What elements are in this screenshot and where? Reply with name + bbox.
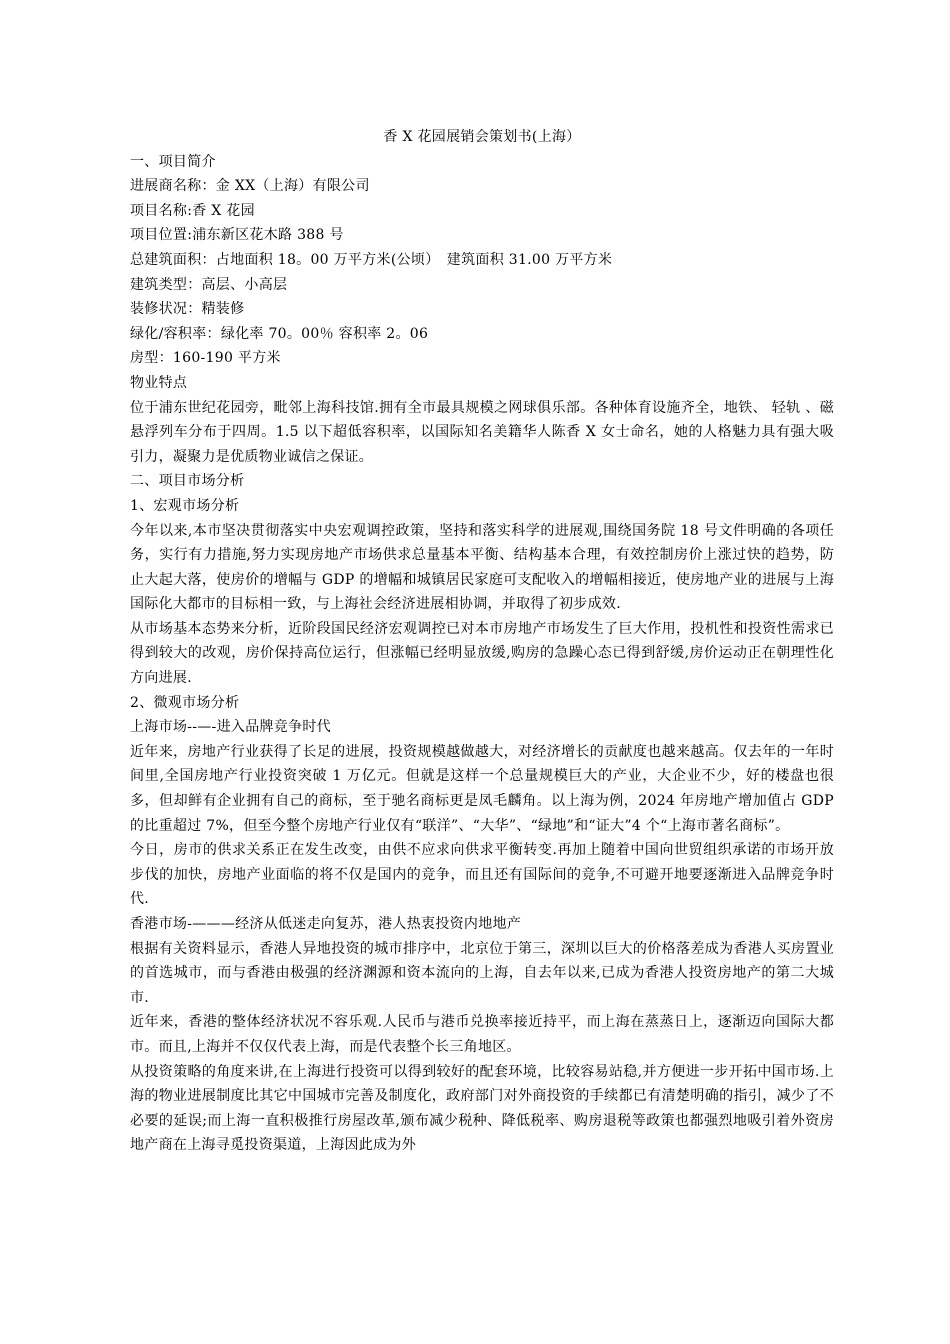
total-area-line: 总建筑面积：占地面积 18。00 万平方米(公顷） 建筑面积 31.00 万平方米: [130, 251, 613, 268]
shanghai-paragraph-1: 近年来，房地产行业获得了长足的进展，投资规模越做越大，对经济增长的贡献度也越来越高。仅去年的一年时间里,全国房地产行业投资突破 1 万亿元。但就是这样一个总量规模巨大的产业，大企业不少，好的楼盘也很多，但却鲜有企业拥有自己的商标，至于驰名商标更是凤毛麟角。以上海为例，2024 年房地产增加值占 GDP 的比重超过 7%，但至今整个房地产行业仅有“联洋”、“大华”、“绿地”和“证大”4 个“上海市著名商标”。: [130, 743, 834, 834]
hongkong-paragraph-3: 从投资策略的角度来讲,在上海进行投资可以得到较好的配套环境，比较容易站稳,并方便进一步开拓中国市场.上海的物业进展制度比其它中国城市完善及制度化，政府部门对外商投资的手续都已有清楚明确的指引，减少了不必要的延误;而上海一直积极推行房屋改革,颁布减少税种、降低税率、购房退税等政策也都强烈地吸引着外资房地产商在上海寻觅投资渠道，上海因此成为外: [130, 1063, 834, 1154]
hongkong-market-heading: 香港市场-———经济从低迷走向复苏，港人热衷投资内地地产: [130, 916, 522, 932]
developer-line: 进展商名称：金 XX（上海）有限公司: [130, 178, 370, 195]
feature-paragraph: 位于浦东世纪花园旁，毗邻上海科技馆.拥有全市最具规模之网球俱乐部。各种体育设施齐全，地铁、 轻轨 、磁悬浮列车分布于四周。1.5 以下超低容积率，以国际知名美籍华人陈香 X 女士命名，她的人格魅力具有强大吸引力，凝聚力是优质物业诚信之保证。: [130, 399, 834, 465]
building-type-line: 建筑类型：高层、小高层: [130, 276, 288, 293]
macro-heading: 1、宏观市场分析: [130, 497, 240, 514]
document-page: [130, 125, 834, 1158]
project-name-line: 项目名称:香 X 花园: [130, 202, 255, 219]
micro-heading: 2、微观市场分析: [130, 694, 240, 711]
hongkong-paragraph-2: 近年来，香港的整体经济状况不容乐观.人民币与港币兑换率接近持平，而上海在蒸蒸日上，逐渐迈向国际大都市。而且,上海并不仅仅代表上海，而是代表整个长三角地区。: [130, 1014, 834, 1055]
project-location-line: 项目位置:浦东新区花木路 388 号: [130, 227, 344, 244]
section-heading-intro: 一、项目简介: [130, 153, 216, 170]
room-type-line: 房型：160-190 平方米: [130, 350, 281, 367]
macro-paragraph-1: 今年以来,本市坚决贯彻落实中央宏观调控政策，坚持和落实科学的进展观,围绕国务院 18 号文件明确的各项任务，实行有力措施,努力实现房地产市场供求总量基本平衡、结构基本合理，有效控制房价上涨过快的趋势，防止大起大落，使房价的增幅与 GDP 的增幅和城镇居民家庭可支配收入的增幅相接近，使房地产业的进展与上海国际化大都市的目标相一致，与上海社会经济进展相协调，并取得了初步成效.: [130, 522, 834, 613]
feature-heading: 物业特点: [130, 374, 188, 391]
document-title: 香 X 花园展销会策划书(上海）: [383, 129, 581, 145]
hongkong-paragraph-1: 根据有关资料显示，香港人异地投资的城市排序中，北京位于第三，深圳以巨大的价格落差成为香港人买房置业的首选城市，而与香港由极强的经济渊源和资本流向的上海，自去年以来,已成为香港人投资房地产的第二大城市.: [130, 940, 834, 1006]
decoration-line: 装修状况：精装修: [130, 301, 245, 318]
shanghai-paragraph-2: 今日，房市的供求关系正在发生改变，由供不应求向供求平衡转变.再加上随着中国向世贸组织承诺的市场开放步伐的加快，房地产业面临的将不仅是国内的竞争，而且还有国际间的竞争,不可避开地要逐渐进入品牌竞争时代.: [130, 842, 834, 908]
shanghai-market-heading: 上海市场--—-进入品牌竞争时代: [130, 719, 331, 736]
section-heading-market: 二、项目市场分析: [130, 473, 245, 490]
green-ratio-line: 绿化/容积率：绿化率 70。00％ 容积率 2。06: [130, 325, 429, 342]
macro-paragraph-2: 从市场基本态势来分析，近阶段国民经济宏观调控已对本市房地产市场发生了巨大作用，投机性和投资性需求已得到较大的改观，房价保持高位运行，但涨幅已经明显放缓,购房的急躁心态已得到舒缓,房价运动正在朝理性化方向进展.: [130, 620, 834, 687]
